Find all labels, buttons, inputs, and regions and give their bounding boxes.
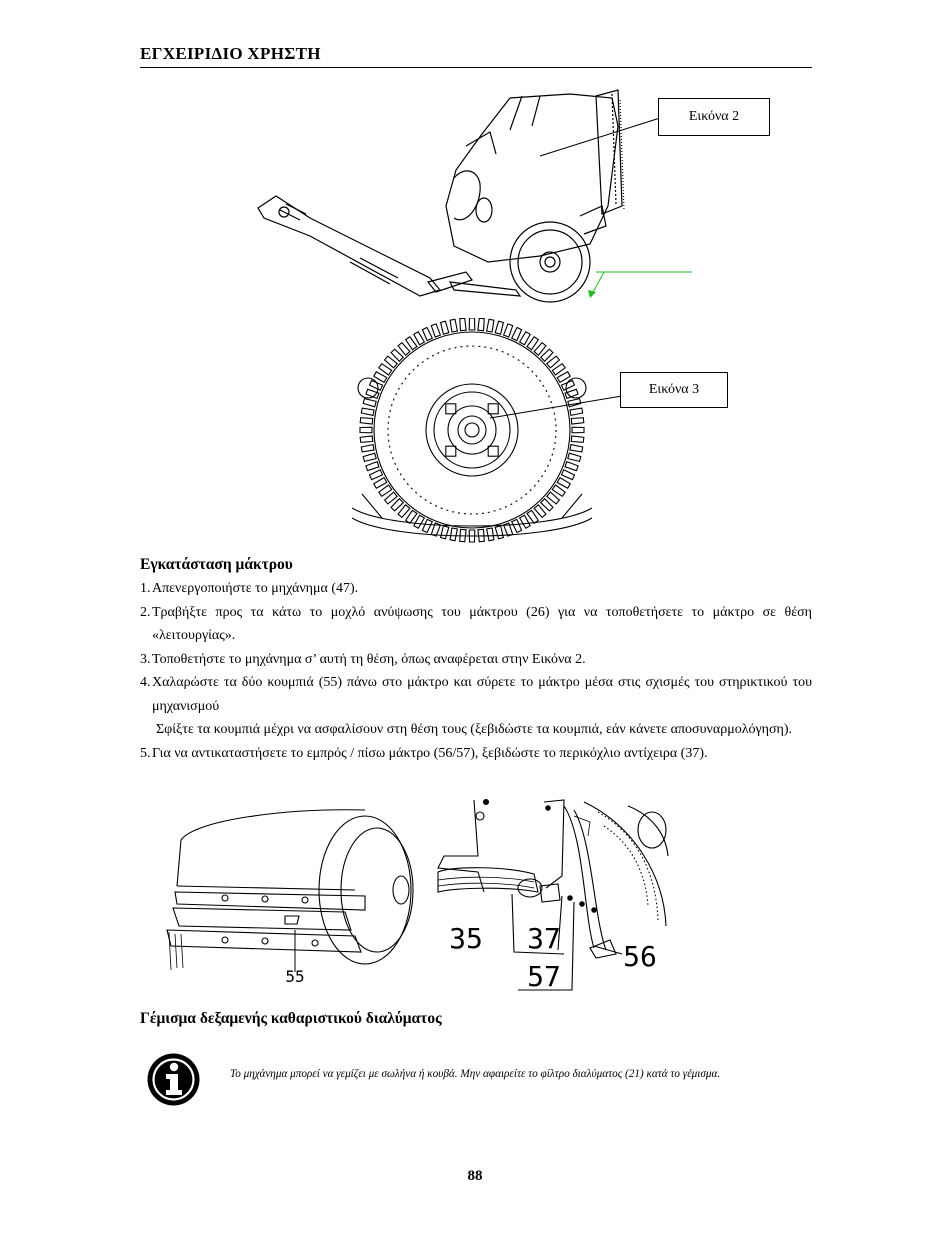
step-text: Τραβήξτε προς τα κάτω το μοχλό ανύψωσης του μάκτρου (26) για να τοποθετήσετε το μάκτρο σε θέση «λειτουργίας».: [152, 604, 812, 643]
step-number: 4.: [140, 675, 151, 690]
step-1: [140, 577, 812, 601]
part-number-55: 55: [285, 967, 305, 986]
step-3: [140, 648, 812, 672]
figure-squeegee-rear: [434, 796, 670, 996]
step-text: Χαλαρώστε τα δύο κουμπιά (55) πάνω στο μάκτρο και σύρετε το μάκτρο μέσα στις σχισμές του στηρικτικού του μηχανισμού: [152, 675, 812, 714]
figure-3-label: Εικόνα 3: [620, 372, 728, 408]
step-text: Τοποθετήστε το μηχάνημα σ’ αυτή τη θέση, όπως αναφέρεται στην Εικόνα 2.: [152, 651, 586, 667]
part-number-56: 56: [623, 940, 657, 973]
document-header: ΕΓΧΕΙΡΙΔΙΟ ΧΡΗΣΤΗ: [140, 44, 321, 63]
page-number: 88: [467, 1168, 483, 1184]
part-number-57: 57: [527, 960, 561, 993]
header-divider: [140, 67, 812, 68]
installation-steps: [140, 577, 812, 765]
info-note-text: Το μηχάνημα μπορεί να γεμίζει με σωλήνα ή κουβά. Μην αφαιρείτε το φίλτρο διαλύματος (21) κατά το γέμισμα.: [230, 1068, 721, 1080]
figure-2-machine-side-view: [240, 86, 700, 306]
step-text: Για να αντικαταστήσετε το εμπρός / πίσω μάκτρο (56/57), ξεβιδώστε το περικόχλιο αντίχειρα (37).: [152, 745, 708, 761]
part-number-37: 37: [527, 922, 561, 955]
figure-squeegee-front: [165, 800, 415, 1000]
part-number-35: 35: [449, 922, 483, 955]
step-number: 1.: [140, 581, 151, 596]
step-text: Απενεργοποιήστε το μηχάνημα (47).: [152, 581, 359, 596]
step-number: 5.: [140, 745, 151, 761]
step-number: 2.: [140, 604, 151, 620]
figure-3-brush-top-view: [352, 318, 692, 544]
section-title-tank-filling: Γέμισμα δεξαμενής καθαριστικού διαλύματος: [140, 1010, 442, 1027]
info-icon: [146, 1052, 201, 1107]
step-4-continuation: Σφίξτε τα κουμπιά μέχρι να ασφαλίσουν στη θέση τους (ξεβιδώστε τα κουμπιά, εάν κάνετε αποσυναρμολόγηση).: [156, 722, 793, 737]
step-5: [140, 742, 812, 766]
section-title-brush-install: Εγκατάσταση μάκτρου: [140, 556, 293, 573]
step-2: [140, 601, 812, 648]
step-number: 3.: [140, 651, 151, 667]
step-4: [140, 671, 812, 718]
figure-2-label: Εικόνα 2: [658, 98, 770, 136]
